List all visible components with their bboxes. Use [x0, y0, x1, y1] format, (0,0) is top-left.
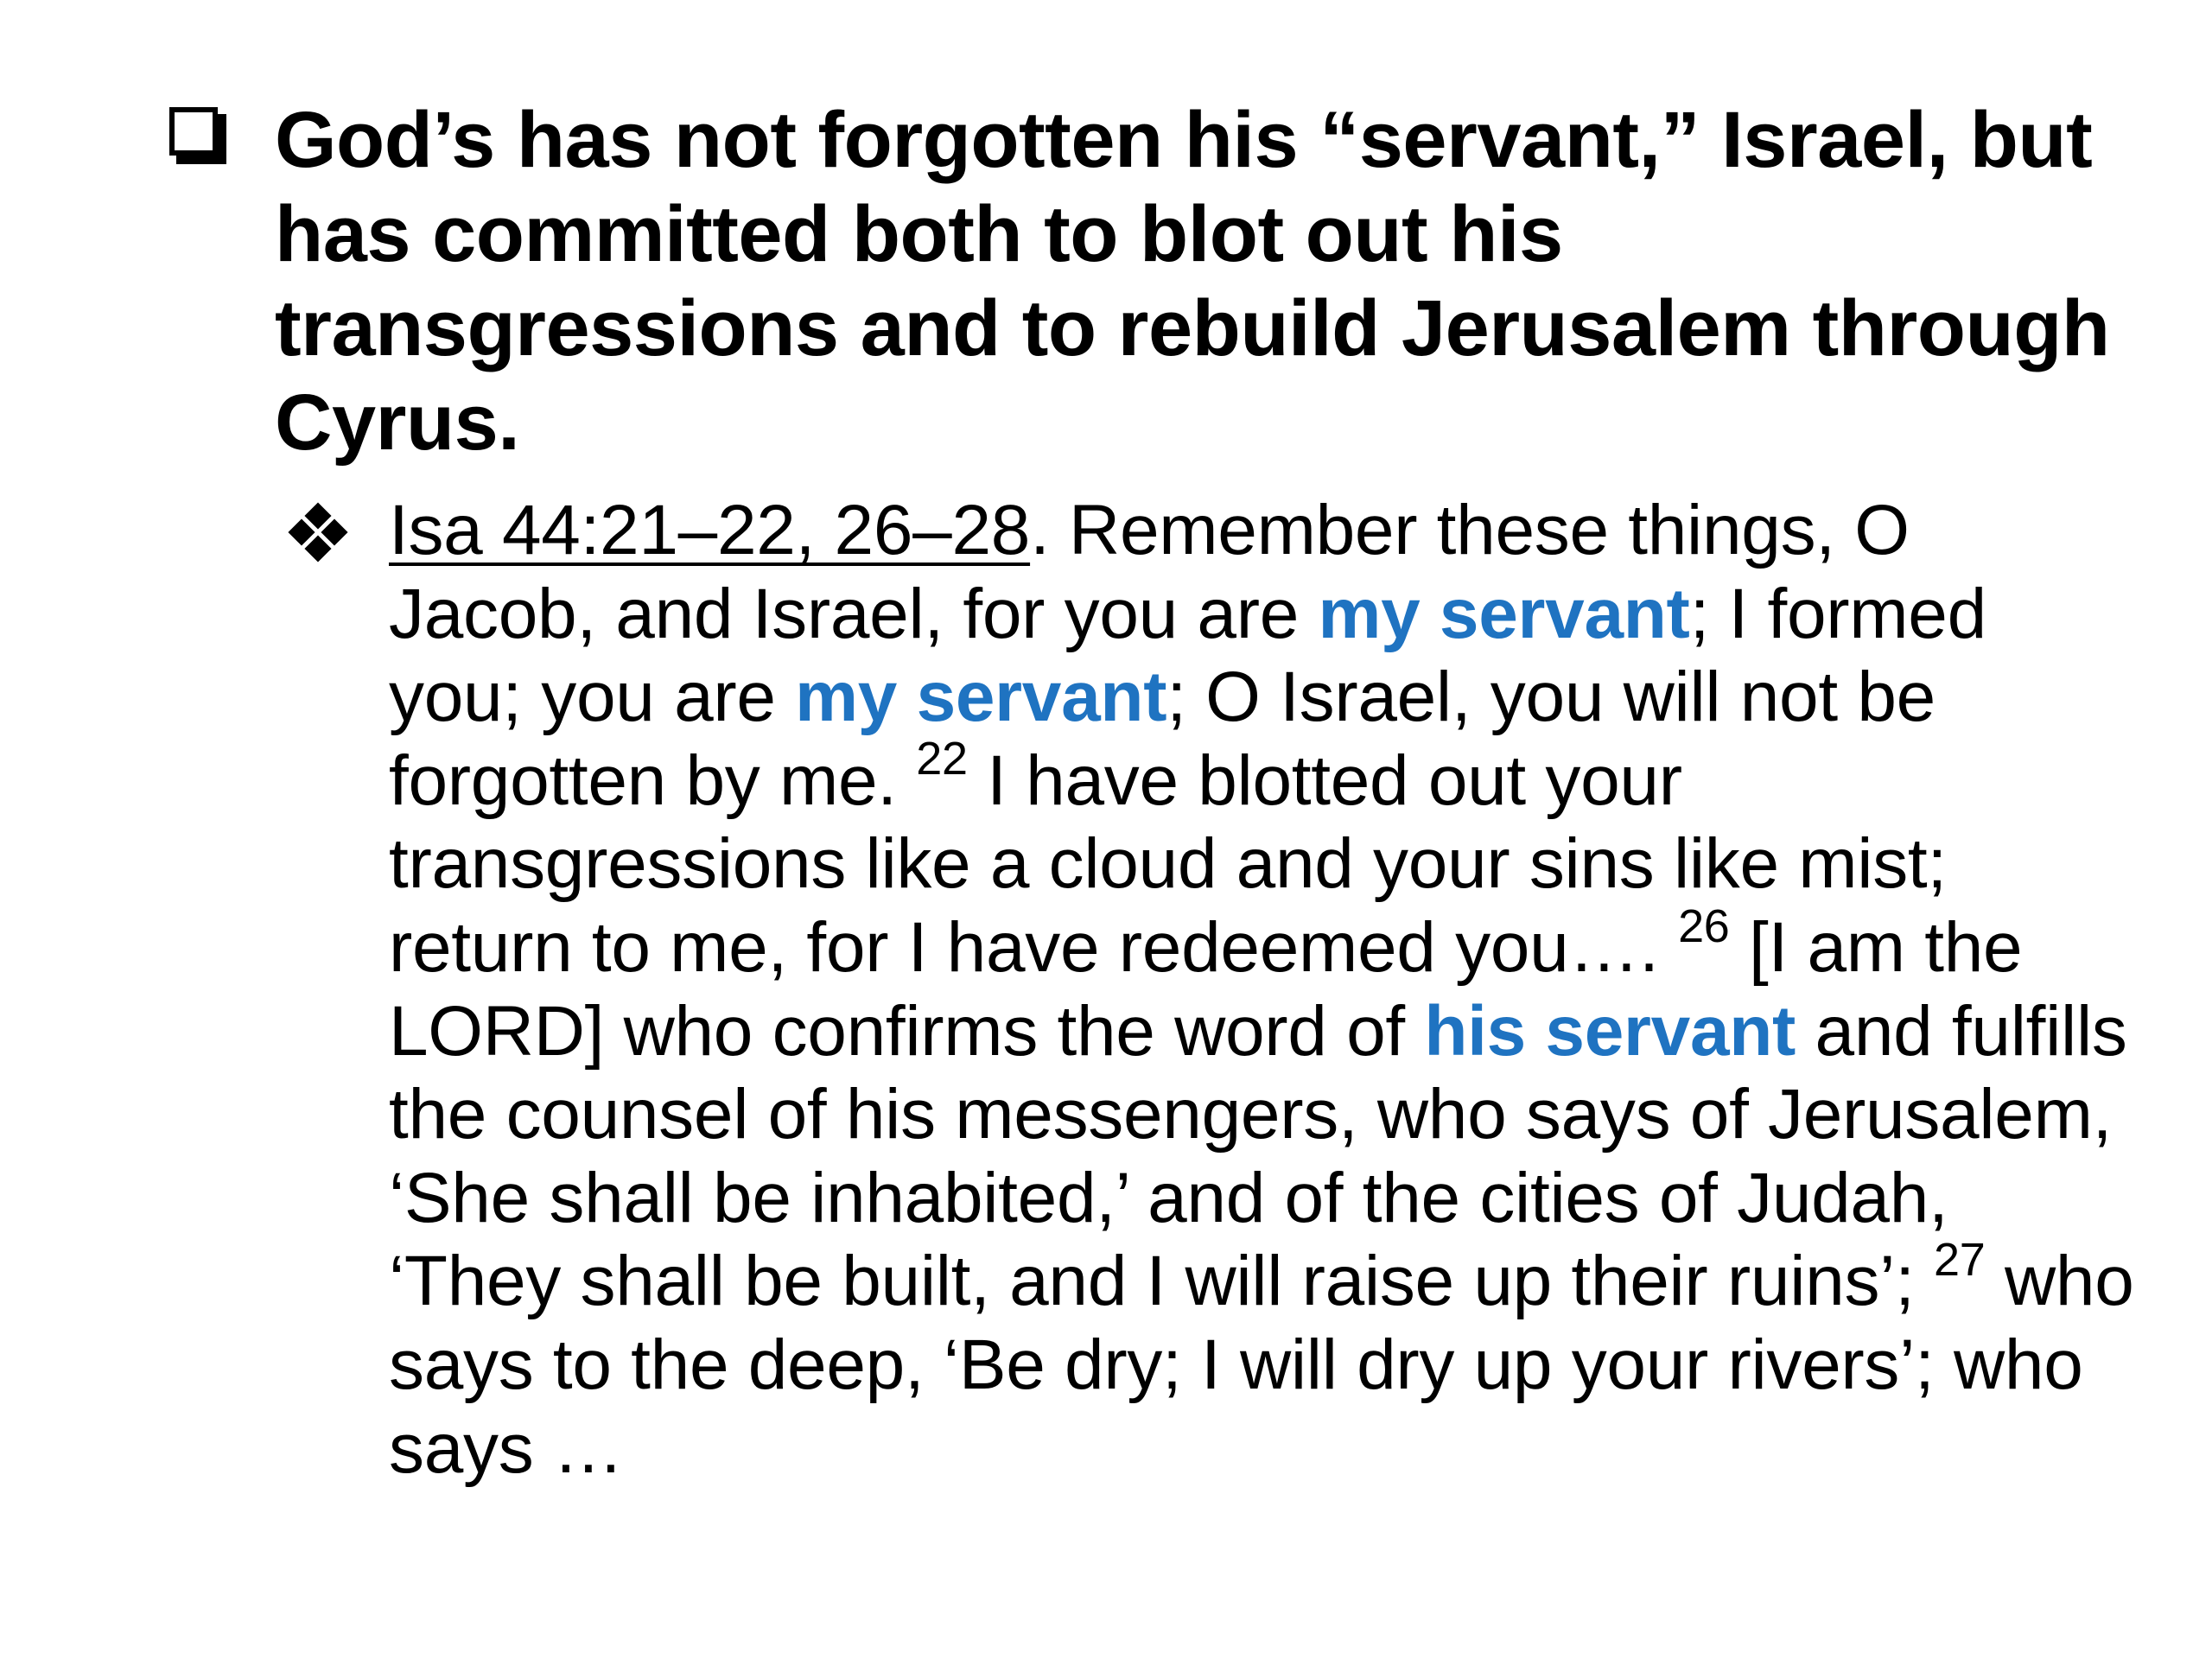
verse-number: 26: [1678, 899, 1730, 952]
passage-text: [I am the LORD] who confirms the word of: [389, 907, 2023, 1071]
passage-text: ; I formed you; you are: [389, 574, 1986, 737]
passage-text: who says to the deep, ‘Be dry; I will dry up your rivers’; who says …: [389, 1242, 2134, 1488]
verse-number: 22: [916, 733, 968, 785]
checkbox-bullet-icon: [169, 107, 226, 164]
main-bullet-item: [169, 93, 2139, 470]
highlight-servant: his servant: [1424, 991, 1796, 1071]
sub-bullet-item: [290, 489, 2174, 1491]
passage-text: and fulfills the counsel of his messengers, who says of Jerusalem, ‘She shall be inhabited,’ and of the cities of Judah, ‘They shall be built, and I will raise up their ruins’;: [389, 991, 2127, 1321]
passage-text: I have blotted out your transgressions like a cloud and your sins like mist; return to me, for I have redeemed you….: [389, 741, 1947, 987]
main-bullet-text: God’s has not forgotten his “servant,” Israel, but has committed both to blot out his transgressions and to rebuild Jerusalem through Cyrus.: [275, 96, 2110, 467]
highlight-servant: my servant: [1318, 574, 1690, 653]
verse-number: 27: [1934, 1234, 1986, 1287]
passage-text: . Remember these things, O Jacob, and Israel, for you are: [389, 491, 1910, 653]
highlight-servant: my servant: [795, 658, 1167, 737]
passage-text: ; O Israel, you will not be forgotten by me.: [389, 658, 1936, 820]
scripture-reference-link[interactable]: Isa 44:21–22, 26–28: [389, 491, 1031, 569]
scripture-passage: [389, 489, 2134, 1491]
diamond-bullet-icon: [290, 505, 346, 560]
